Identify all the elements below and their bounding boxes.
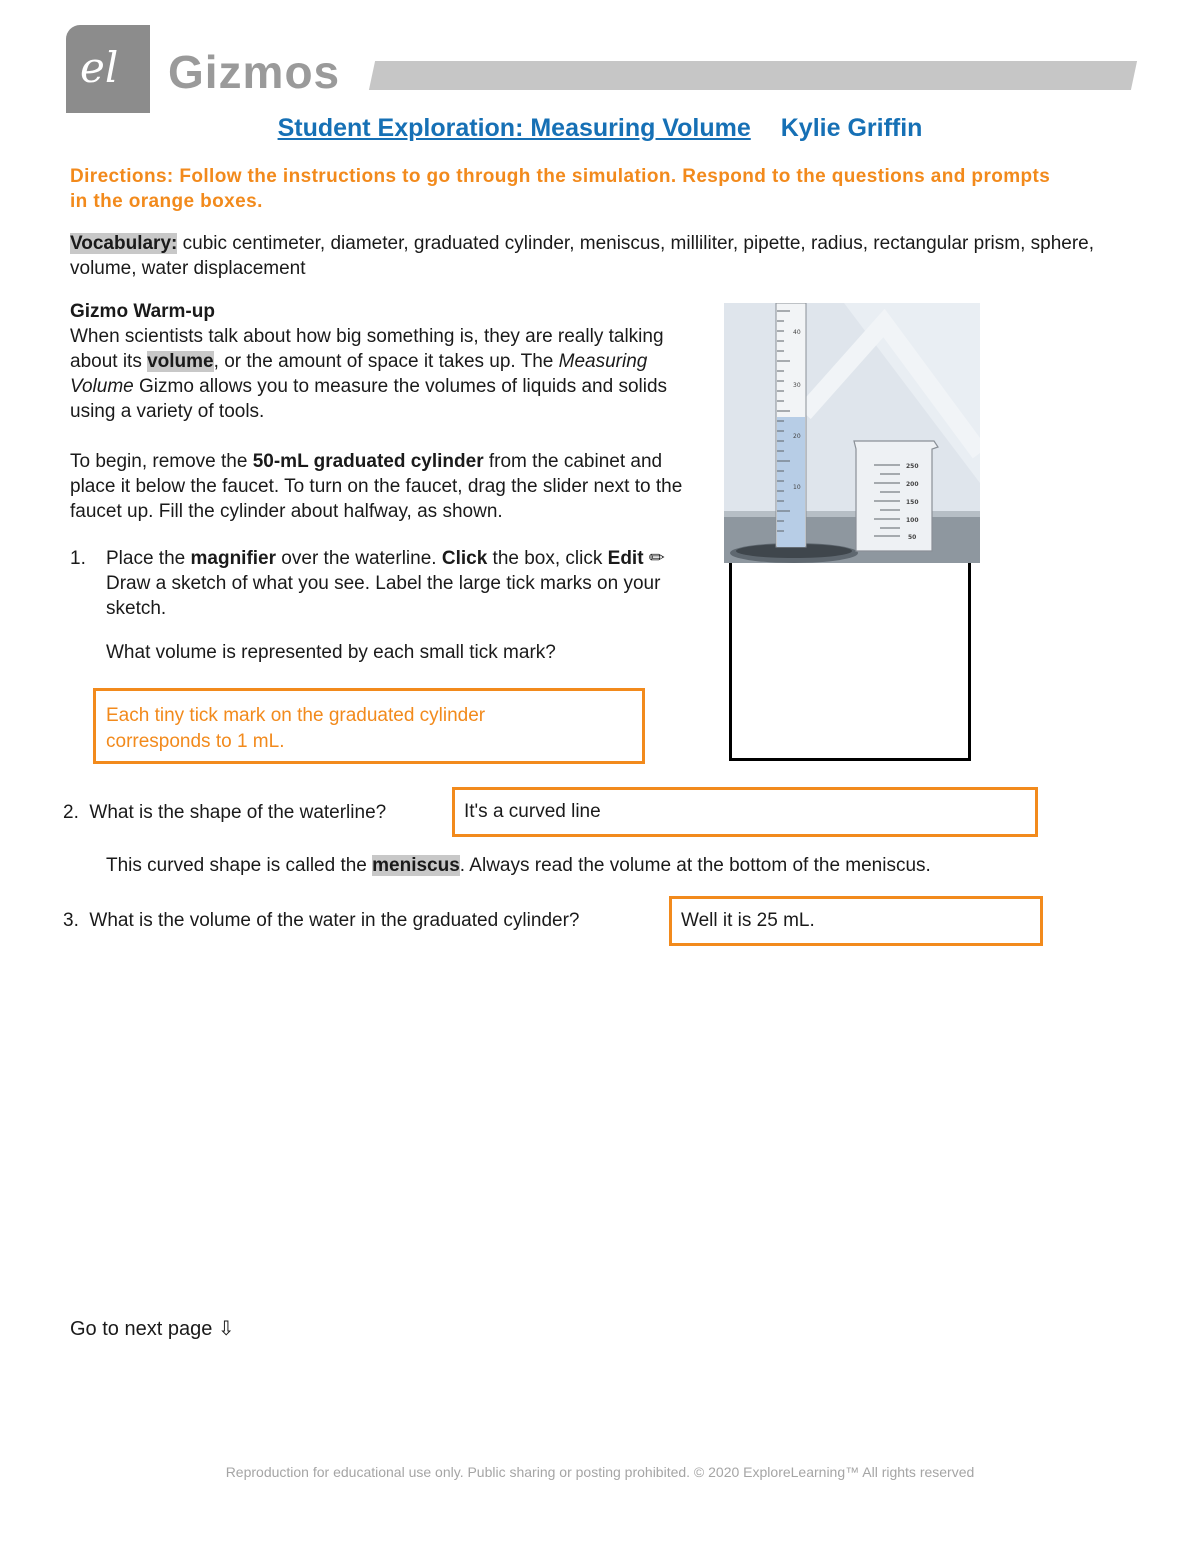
warmup-paragraph-1: When scientists talk about how big something is, they are really talking about its volume, or the amount of space it takes up. The Measuring Volume Gizmo allows you to measure the volumes of liquids and solids using a variety of tools. <box>70 326 668 422</box>
answer-box-2[interactable] <box>452 787 1038 837</box>
document-title: Student Exploration: Measuring Volume <box>277 114 751 142</box>
question-2 <box>63 800 386 825</box>
question-number: 2. <box>63 802 79 823</box>
vocabulary <box>70 231 1110 281</box>
sketch-box[interactable] <box>729 563 971 761</box>
question-1-sub: What volume is represented by each small tick mark? <box>106 642 556 663</box>
student-name: Kylie Griffin <box>780 114 923 142</box>
question-2-text: What is the shape of the waterline? <box>89 802 387 823</box>
simulation-image <box>724 303 980 563</box>
highlight-volume: volume <box>147 351 214 372</box>
next-page-hint: Go to next page ⇩ <box>70 1318 235 1340</box>
header-bar <box>369 61 1137 90</box>
cylinder-label: 30 <box>793 382 801 389</box>
vocabulary-label: Vocabulary: <box>70 233 178 254</box>
logo-mark: el <box>80 43 119 92</box>
footer: Reproduction for educational use only. Public sharing or posting prohibited. © 2020 ExploreLearning™ All rights reserved <box>225 1464 975 1480</box>
question-number: 3. <box>63 910 79 931</box>
highlight-meniscus: meniscus <box>372 855 460 876</box>
page-title <box>0 114 1200 143</box>
answer-2-text: It's a curved line <box>464 801 601 822</box>
beaker-label: 150 <box>906 499 919 506</box>
cylinder-label: 20 <box>793 433 801 440</box>
answer-box-3[interactable] <box>669 896 1043 946</box>
answer-1-text: Each tiny tick mark on the graduated cylinder corresponds to 1 mL. <box>106 705 486 752</box>
question-3-text: What is the volume of the water in the graduated cylinder? <box>89 910 580 931</box>
beaker-label: 100 <box>906 517 919 524</box>
directions: Directions: Follow the instructions to go through the simulation. Respond to the questions and prompts in the orange boxes. <box>70 166 1051 212</box>
warmup-section <box>70 299 710 524</box>
vocabulary-terms: cubic centimeter, diameter, graduated cylinder, meniscus, milliliter, pipette, radius, rectangular prism, sphere, volume, water displacement <box>70 233 1095 279</box>
beaker-label: 200 <box>906 481 919 488</box>
question-1 <box>70 546 690 621</box>
meniscus-note: This curved shape is called the meniscus. Always read the volume at the bottom of the meniscus. <box>106 855 931 876</box>
warmup-paragraph-2: To begin, remove the 50-mL graduated cylinder from the cabinet and place it below the faucet. To turn on the faucet, drag the slider next to the faucet up. Fill the cylinder about halfway, as shown. <box>70 451 683 522</box>
warmup-heading: Gizmo Warm-up <box>70 301 215 322</box>
question-1-text: Place the magnifier over the waterline. Click the box, click Edit ✏ Draw a sketch of what you see. Label the large tick marks on your sketch. <box>106 548 665 619</box>
graduated-cylinder-illustration <box>724 303 980 563</box>
cylinder-label: 10 <box>793 484 801 491</box>
question-3 <box>63 908 579 933</box>
beaker-label: 250 <box>906 463 919 470</box>
brand-name: Gizmos <box>168 46 341 98</box>
answer-box-1[interactable] <box>93 688 645 764</box>
beaker-label: 50 <box>908 534 917 541</box>
pencil-icon: ✏ <box>643 548 665 569</box>
answer-3-text: Well it is 25 mL. <box>681 910 815 931</box>
question-number: 1. <box>70 548 86 569</box>
cylinder-label: 40 <box>793 329 801 336</box>
